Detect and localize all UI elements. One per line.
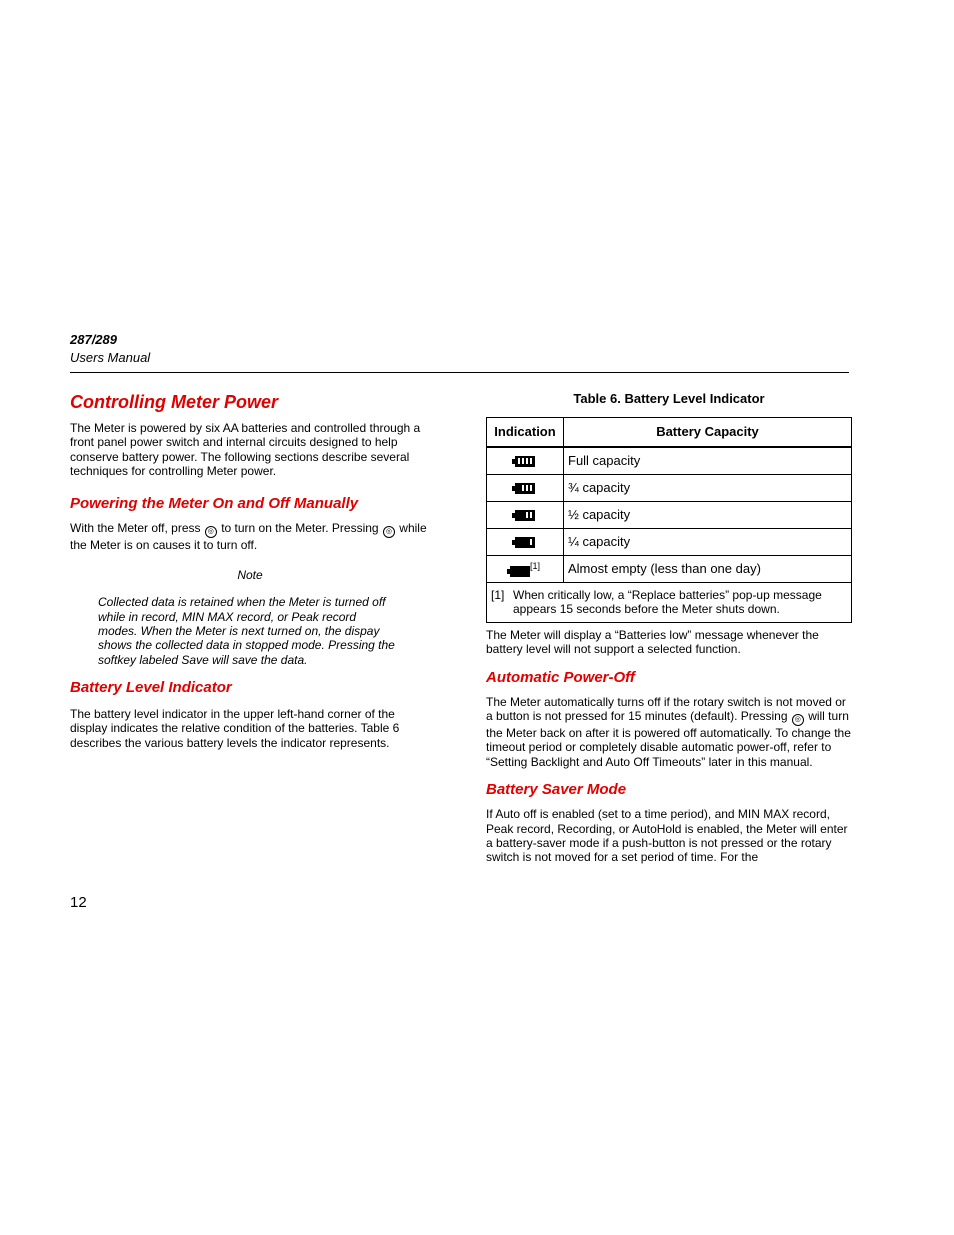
section-title: Controlling Meter Power xyxy=(70,392,279,412)
col-battery-capacity: Battery Capacity xyxy=(564,418,852,448)
battery-empty-icon xyxy=(510,566,530,577)
auto-off-text-b: will turn the Meter back on after it is powered off automatically. To change the timeout period or completely disable automatic power-off, refer to “Setting Backlight and Auto Off Timeouts” later in this manual. xyxy=(486,709,851,769)
battery-saver-paragraph: If Auto off is enabled (set to a time period), and MIN MAX record, Peak record, Recording, or AutoHold is enabled, the Meter will enter a battery-saver mode if a push-button is not pressed or the rotary switch is not moved for a set period of time. For the xyxy=(486,807,848,865)
right-column xyxy=(486,390,852,865)
table-row xyxy=(487,502,852,529)
header-model: 287/289 xyxy=(70,332,117,347)
note-body: Collected data is retained when the Meter is turned off while in record, MIN MAX record, or Peak record modes. When the Meter is next turned on, the dispay shows the collected data in stopped mode. Pressing the softkey labeled Save will save the data. xyxy=(98,595,395,667)
power-button-icon: ◎ xyxy=(792,714,804,726)
powering-heading: Powering the Meter On and Off Manually xyxy=(70,494,359,512)
intro-paragraph: The Meter is powered by six AA batteries and controlled through a front panel power switch and internal circuits designed to help conserve battery power. The following sections describe several techniques for controlling Meter power. xyxy=(70,421,421,479)
table-header-row xyxy=(487,418,852,448)
table-caption: Table 6. Battery Level Indicator xyxy=(573,391,765,406)
after-table-paragraph: The Meter will display a “Batteries low” message whenever the battery level will not support a selected function. xyxy=(486,627,819,657)
powering-paragraph xyxy=(70,521,430,552)
header-rule xyxy=(70,372,849,373)
battery-saver-heading: Battery Saver Mode xyxy=(486,781,627,799)
capacity-label: ¼ capacity xyxy=(564,529,852,556)
table-row xyxy=(487,447,852,475)
col-indication: Indication xyxy=(487,418,564,448)
table-row xyxy=(487,529,852,556)
auto-power-off-paragraph xyxy=(486,695,852,770)
powering-text-a: With the Meter off, press xyxy=(70,520,201,535)
battery-quarter-icon xyxy=(515,537,535,548)
power-button-icon: ◎ xyxy=(383,526,395,538)
battery-level-paragraph: The battery level indicator in the upper left-hand corner of the display indicates the relative condition of the batteries. Table 6 describes the various battery levels the indicator represents. xyxy=(70,706,400,750)
footnote-text: When critically low, a “Replace batteries” pop-up message appears 15 seconds before the Meter shuts down. xyxy=(513,588,822,617)
capacity-label: Full capacity xyxy=(564,447,852,475)
battery-three-quarter-icon xyxy=(515,483,535,494)
page-number: 12 xyxy=(70,894,87,911)
table-footnote-row xyxy=(487,583,852,623)
capacity-label: ½ capacity xyxy=(564,502,852,529)
battery-level-heading: Battery Level Indicator xyxy=(70,678,232,696)
table-row xyxy=(487,475,852,502)
auto-off-text-a: The Meter automatically turns off if the rotary switch is not moved or a button is not pressed for 15 minutes (default). Pressing xyxy=(486,694,846,724)
capacity-label: ¾ capacity xyxy=(564,475,852,502)
table-row xyxy=(487,556,852,583)
left-column xyxy=(70,390,430,750)
footnote-mark: [1] xyxy=(491,588,505,602)
auto-power-off-heading: Automatic Power-Off xyxy=(486,668,635,686)
header-manual-title: Users Manual xyxy=(70,350,151,365)
powering-text-c: while the Meter is on causes it to turn off. xyxy=(70,520,427,552)
battery-half-icon xyxy=(515,510,535,521)
powering-text-b: to turn on the Meter. Pressing xyxy=(221,520,379,535)
capacity-label: Almost empty (less than one day) xyxy=(564,556,852,583)
footnote-ref: [1] xyxy=(529,561,540,572)
note-title: Note xyxy=(237,568,263,583)
battery-full-icon xyxy=(515,456,535,467)
battery-level-table xyxy=(486,417,852,623)
power-button-icon: ◎ xyxy=(205,526,217,538)
